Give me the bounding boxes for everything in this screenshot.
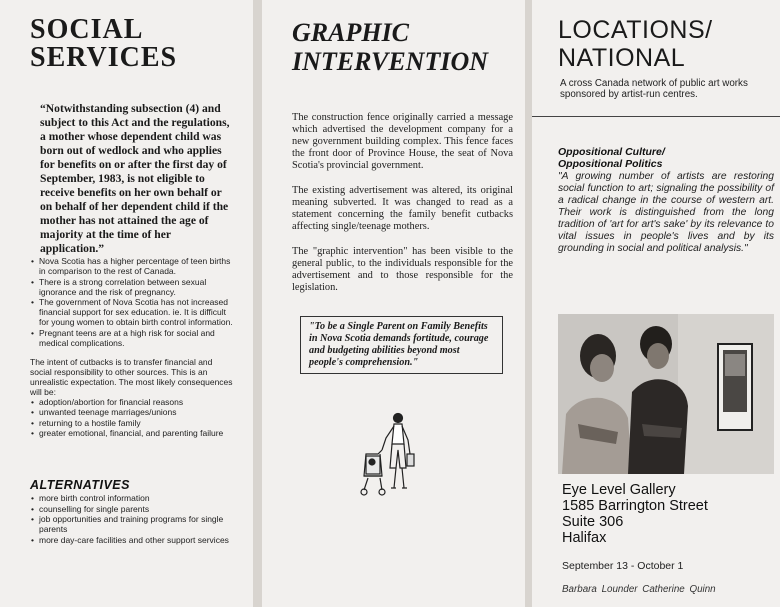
body-paragraph: The construction fence originally carried a message which advertised the development company for a new government building complex. This fence faces the front door of Province House, the seat of Nova Scotia's provincial government. [292, 112, 513, 171]
gallery-photo [558, 314, 774, 474]
locations-subtitle: A cross Canada network of public art works sponsored by artist-run centres. [560, 78, 748, 100]
artist-names: Barbara Lounder Catherine Quinn [562, 584, 716, 595]
graphic-intervention-panel [262, 0, 525, 607]
exhibition-dates: September 13 - October 1 [562, 560, 684, 572]
consequences-list [30, 397, 235, 439]
alternatives-list [30, 493, 235, 545]
legislation-quote: “Notwithstanding subsection (4) and subject to this Act and the regulations, a mother whose dependent child was born out of wedlock and who applies for benefits on or after the first day of September, 1983, is not eligible to receive benefits on her own behalf or on behalf of her dependent child if the mother has not attained the age of majority at the time of her application.” [40, 102, 230, 255]
graphic-intervention-title [292, 18, 513, 76]
body-paragraph: The "graphic intervention" has been visible to the general public, to the individuals responsible for the advertisement and to those responsible for the legislation. [292, 246, 513, 293]
divider [532, 116, 780, 117]
title-line-2: INTERVENTION [292, 47, 489, 76]
alternative-item: • more birth control information [30, 493, 235, 503]
fact-item: • Pregnant teens are at a high risk for social and medical complications. [30, 328, 235, 348]
oppositional-quote: "A growing number of artists are restoring social function to art; signaling the possibility of a radical change in the course of western art. Their work is distinguished from the long tradition of 'art for art's sake' by its relevance to vital issues in people's lives and by its grounding in social and political analysis." [558, 171, 774, 254]
suite: Suite 306 [562, 514, 624, 530]
alternative-item: • more day-care facilities and other support services [30, 535, 235, 545]
gallery-address [562, 482, 708, 546]
social-services-panel [0, 0, 253, 607]
title-line-1: LOCATIONS/ [558, 16, 713, 44]
boxed-quote: "To be a Single Parent on Family Benefits in Nova Scotia demands fortitude, courage and budgeting abilities beyond most people's comprehension." [300, 316, 503, 374]
locations-panel [532, 0, 780, 607]
social-services-title [30, 16, 235, 72]
oppositional-heading-line-2: Oppositional Politics [558, 158, 663, 170]
title-line-1: GRAPHIC [292, 18, 410, 47]
body-paragraph: The existing advertisement was altered, its original meaning subverted. It was changed to read as a statement concerning the family benefit cutbacks affecting single/teenage mothers. [292, 185, 513, 232]
facts-list [30, 256, 235, 348]
alternative-item: • counselling for single parents [30, 504, 235, 514]
fact-item: • There is a strong correlation between sexual ignorance and the risk of pregnancy. [30, 277, 235, 297]
consequence-item: • unwanted teenage marriages/unions [30, 407, 235, 417]
oppositional-heading [558, 146, 774, 170]
alternatives-heading: ALTERNATIVES [30, 478, 130, 492]
consequence-item: • greater emotional, financial, and parenting failure [30, 428, 235, 438]
locations-title [558, 16, 774, 72]
title-line-1: SOCIAL [30, 14, 144, 45]
intent-paragraph: The intent of cutbacks is to transfer financial and social responsibility to other sources. This is an unrealistic expectation. The most likely consequences will be: [30, 356, 233, 397]
title-line-2: NATIONAL [558, 44, 686, 72]
title-line-2: SERVICES [30, 42, 178, 73]
consequence-item: • returning to a hostile family [30, 418, 235, 428]
oppositional-heading-line-1: Oppositional Culture/ [558, 146, 665, 158]
street-address: 1585 Barrington Street [562, 498, 708, 514]
city: Halifax [562, 530, 607, 546]
consequence-item: • adoption/abortion for financial reasons [30, 397, 235, 407]
fact-item: • Nova Scotia has a higher percentage of teen births in comparison to the rest of Canada. [30, 256, 235, 276]
alternative-item: • job opportunities and training programs for single parents [30, 514, 235, 534]
gallery-name: Eye Level Gallery [562, 482, 676, 498]
fact-item: • The government of Nova Scotia has not increased financial support for sex education. ie. It is difficult for young women to obtain birth control information. [30, 297, 235, 327]
mother-with-stroller-illustration [360, 410, 420, 500]
